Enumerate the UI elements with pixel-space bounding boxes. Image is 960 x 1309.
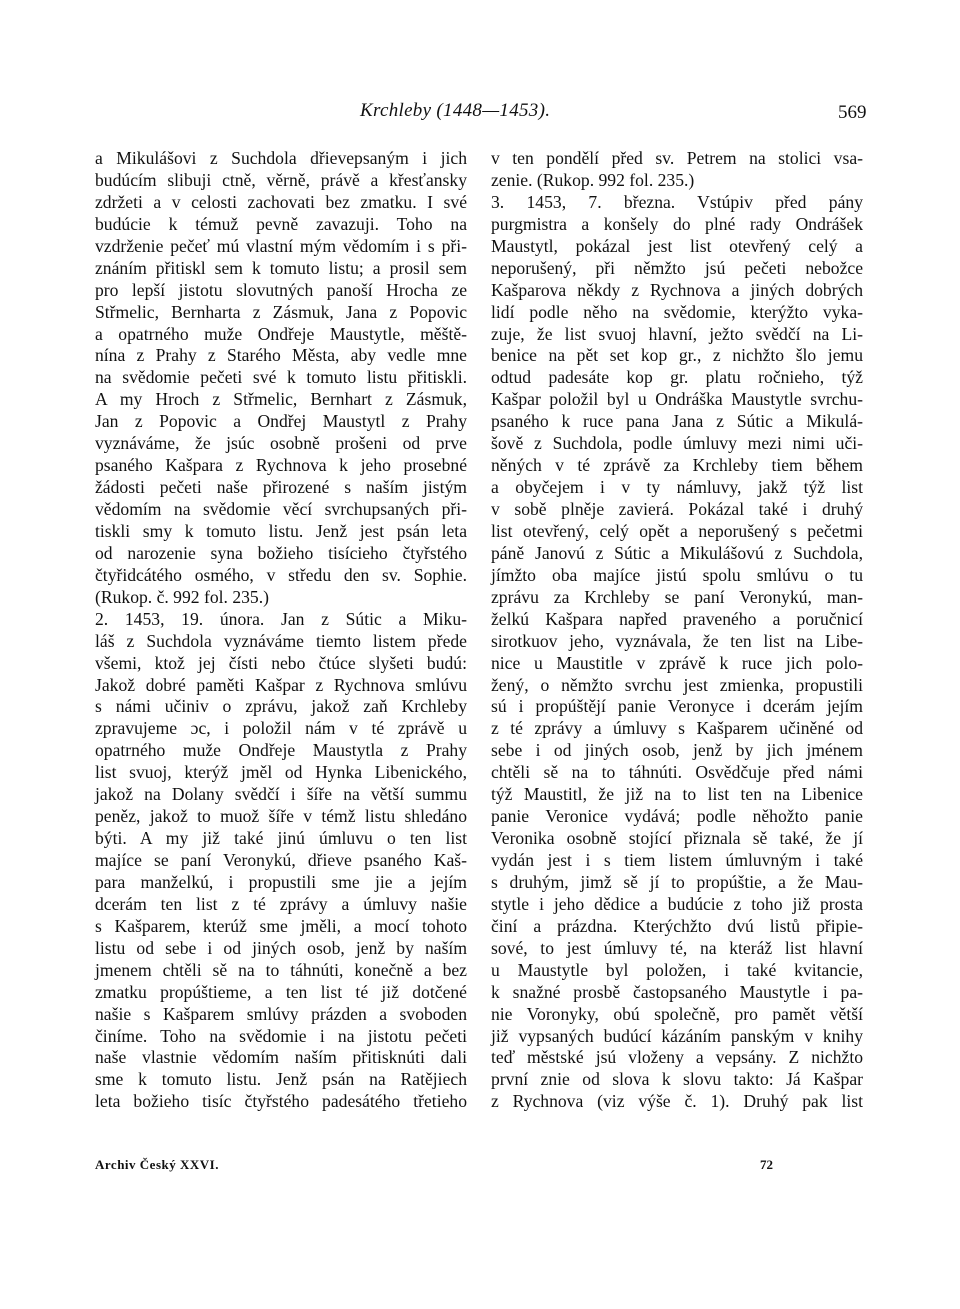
text-line: para manželkú, i propustili sme jie a jejím bbox=[95, 871, 467, 892]
text-line: sú i propúštějí panie Veronyce i dcerám jejím bbox=[491, 696, 863, 717]
text-line: zuje, že list svuoj hlavní, ježto svědčí na Li- bbox=[491, 323, 863, 344]
text-line: teď městské jsú vloženy a vepsány. Z nichžto bbox=[491, 1047, 863, 1068]
running-head bbox=[0, 100, 960, 130]
text-line: opatrného muže Ondřeje Maustytla z Prahy bbox=[95, 740, 467, 761]
text-line: list svuoj, kterýž jměl od Hynka Libenického, bbox=[95, 762, 467, 783]
text-line: s námi učiniv o zprávu, jakož zaň Krchleby bbox=[95, 696, 467, 717]
text-line: leta božieho tisíc čtyřstého padesátého třetieho bbox=[95, 1091, 467, 1112]
text-line: panie Veronice vydává; podle něhožto panie bbox=[491, 806, 863, 827]
text-line: listu od sebe i od jiných osob, jenž by naším bbox=[95, 937, 467, 958]
text-line: nína z Prahy z Starého Města, aby vedle mne bbox=[95, 345, 467, 366]
text-line: na svědomie pečeti své k tomuto listu přitiskli. bbox=[95, 367, 467, 388]
text-line: peněz, jakož to muož šíře v témž listu shledáno bbox=[95, 806, 467, 827]
text-line: list otevřený, celý opět a neporušený s pečetmi bbox=[491, 520, 863, 541]
text-line: sirotkuov jeho, vyznávala, že ten list na Libe- bbox=[491, 630, 863, 651]
text-line: sme k tomuto listu. Jenž psán na Ratějiech bbox=[95, 1069, 467, 1090]
text-line: od narozenie syna božieho tisícieho čtyřstého bbox=[95, 542, 467, 563]
text-line: sové, to jest úmluvy té, na kteráž list hlavní bbox=[491, 937, 863, 958]
text-line: vydán jest i s tiem listem úmluvným i také bbox=[491, 850, 863, 870]
text-line: psaného k ruce pana Jana z Sútic a Mikulá- bbox=[491, 411, 863, 432]
text-line: v sobě plněje zavierá. Pokázal také i druhý bbox=[491, 499, 863, 519]
text-line: zdržeti a v celosti zachovati bez zmatku. I své bbox=[95, 191, 467, 212]
text-line: Veronika osobně stojící přiznala sě také, že jí bbox=[491, 828, 863, 849]
text-line: neporušený, při němžto jsú pečeti nebožce bbox=[491, 257, 863, 278]
text-line: s Kašparem, kterúž sme jměli, a mocí tohoto bbox=[95, 915, 467, 936]
text-line: zmatku propúštieme, a ten list té již dotčené bbox=[95, 981, 467, 1002]
text-line: páně Janovú z Sútic a Mikulášovú z Suchdola, bbox=[491, 542, 863, 563]
left-column bbox=[95, 148, 467, 1113]
text-line: znáním přitiskl sem k tomuto listu; a prosil sem bbox=[95, 257, 467, 278]
text-line: jakož na Dolany svědčí i šíře na větší summu bbox=[95, 784, 467, 805]
text-line: 2. 1453, 19. února. Jan z Sútic a Miku- bbox=[95, 608, 467, 629]
text-line: naše vlastnie vědomím naším přitisknúti dali bbox=[95, 1047, 467, 1068]
text-line: nice u Maustitle v zprávě k ruce jich polo- bbox=[491, 652, 863, 673]
text-line: týž Maustitl, že již na to list ten na Libenice bbox=[491, 784, 863, 805]
text-line: pro lepší jistotu slovutných panoší Hrocha ze bbox=[95, 279, 467, 300]
text-line: z té zprávy a úmluvy s Kašparem učiněné od bbox=[491, 718, 863, 739]
text-line: první znie od slova k slovu takto: Já Kašpar bbox=[491, 1069, 863, 1090]
text-line: a obyčejem i v ty námluvy, jakž týž list bbox=[491, 477, 863, 498]
text-line: již vypsaných budúcí kázáním panským v knihy bbox=[491, 1025, 863, 1046]
text-line: vědomím na svědomie věcí svrchupsaných při- bbox=[95, 499, 467, 519]
text-line: purgmistra a konšely do plné rady Ondrášek bbox=[491, 213, 863, 234]
text-line: benice na pět set kop gr., z nichžto šlo jemu bbox=[491, 345, 863, 366]
text-line: láš z Suchdola vyznáváme tiemto listem přede bbox=[95, 630, 467, 651]
text-line: činí a prázdna. Kterýchžto dvú listů připie- bbox=[491, 915, 863, 936]
page-footer bbox=[95, 1157, 795, 1177]
text-line: 3. 1453, 7. března. Vstúpiv před pány bbox=[491, 191, 863, 212]
text-line: k snažné prosbě častopsaného Maustytle i pa- bbox=[491, 981, 863, 1002]
text-line: činíme. Toho na svědomie i na jistotu pečeti bbox=[95, 1025, 467, 1046]
text-line: lidí podle něho na svědomie, kterýžto vyka- bbox=[491, 301, 863, 322]
footer-signature: Archiv Český XXVI. bbox=[95, 1157, 219, 1172]
text-line: Maustytl, pokázal jest list otevřený celý a bbox=[491, 235, 863, 256]
text-line: odtud padesáte kop gr. platu ročnieho, týž bbox=[491, 367, 863, 388]
text-line: žádosti pečeti naše přirozené s naším jistým bbox=[95, 477, 467, 498]
text-line: tiskli smy k tomuto listu. Jenž jest psán leta bbox=[95, 520, 467, 541]
text-line: s druhým, jimž sě jí to propúštie, a že Mau- bbox=[491, 871, 863, 892]
text-line: budúcím slibuji ctně, věrně, právě a křesťansky bbox=[95, 169, 467, 190]
text-line: majíce se paní Veronykú, dřieve psaného Kaš- bbox=[95, 850, 467, 870]
text-line: Kašpar položil byl u Ondráška Maustytle svrchu- bbox=[491, 389, 863, 410]
text-line: jmenem chtěli sě na to táhnúti, konečně a bez bbox=[95, 959, 467, 980]
text-line: nie Voronyky, obú společně, pro pamět větší bbox=[491, 1003, 863, 1024]
text-line: jímžto oba majíce jistú spolu smlúvu o tu bbox=[491, 564, 863, 585]
text-line: dcerám ten list z té zprávy a úmluvy našie bbox=[95, 893, 467, 914]
text-line: chtěli sě na to táhnúti. Osvědčuje před námi bbox=[491, 762, 863, 783]
running-title: Krchleby (1448—1453). bbox=[360, 100, 551, 121]
text-line: budúcie k témuž pevně zavazuji. Toho na bbox=[95, 213, 467, 234]
right-column bbox=[491, 148, 863, 1113]
text-line: vyznáváme, že jsúc osobně prošeni od prve bbox=[95, 433, 467, 454]
text-line: želkú Kašpara napřed praveného a poručnicí bbox=[491, 608, 863, 629]
text-line: zpravujeme ɔc, i položil nám v té zprávě u bbox=[95, 718, 467, 739]
footer-sheet-number: 72 bbox=[760, 1157, 773, 1172]
text-line: všemi, ktož jej čísti nebo čtúce slyšeti budú: bbox=[95, 652, 467, 673]
page-number: 569 bbox=[838, 102, 867, 123]
text-line: čtyřidcátého osmého, v středu den sv. Sophie. bbox=[95, 564, 467, 585]
text-line: šově z Suchdola, podle úmluvy mezi nimi uči- bbox=[491, 433, 863, 454]
text-line: Střmelic, Bernharta z Zásmuk, Jana z Popovic bbox=[95, 301, 467, 322]
text-line: u Maustytle byl položen, i také kvitancie, bbox=[491, 959, 863, 980]
text-line: býti. A my již také jinú úmluvu o ten list bbox=[95, 828, 467, 849]
text-line: a Mikulášovi z Suchdola dřievepsaným i jich bbox=[95, 148, 467, 168]
text-line: z Rychnova (viz výše č. 1). Druhý pak list bbox=[491, 1091, 863, 1112]
text-line: Jakož dobré paměti Kašpar z Rychnova smlúvu bbox=[95, 674, 467, 695]
text-line: našie s Kašparem smlúvy prázden a svoboden bbox=[95, 1003, 467, 1024]
text-line: Kašparova někdy z Rychnova a jiných dobrých bbox=[491, 279, 863, 300]
text-line: Jan z Popovic a Ondřej Maustytl z Prahy bbox=[95, 411, 467, 432]
text-line: vzdrženie pečeť mú vlastní mým vědomím i s při- bbox=[95, 235, 467, 256]
text-line: zprávu za Krchleby se paní Veronykú, man- bbox=[491, 586, 863, 607]
text-line: a opatrného muže Ondřeje Maustytle, měště- bbox=[95, 323, 467, 344]
text-line: A my Hroch z Střmelic, Bernhart z Zásmuk, bbox=[95, 389, 467, 410]
text-line: stytle i jeho dědice a budúcie z toho již prosta bbox=[491, 893, 863, 914]
text-line: v ten pondělí před sv. Petrem na stolici vsa- bbox=[491, 148, 863, 168]
text-line: zenie. (Rukop. 992 fol. 235.) bbox=[491, 169, 695, 190]
text-line: sebe i od jiných osob, jenž by jich jménem bbox=[491, 740, 863, 761]
text-line: něných v té zprávě za Krchleby tiem během bbox=[491, 455, 863, 476]
text-line: psaného Kašpara z Rychnova k jeho prosebné bbox=[95, 455, 467, 476]
text-line: (Rukop. č. 992 fol. 235.) bbox=[95, 586, 269, 607]
text-line: žený, o němžto svrchu jest zmienka, propustili bbox=[491, 674, 863, 695]
